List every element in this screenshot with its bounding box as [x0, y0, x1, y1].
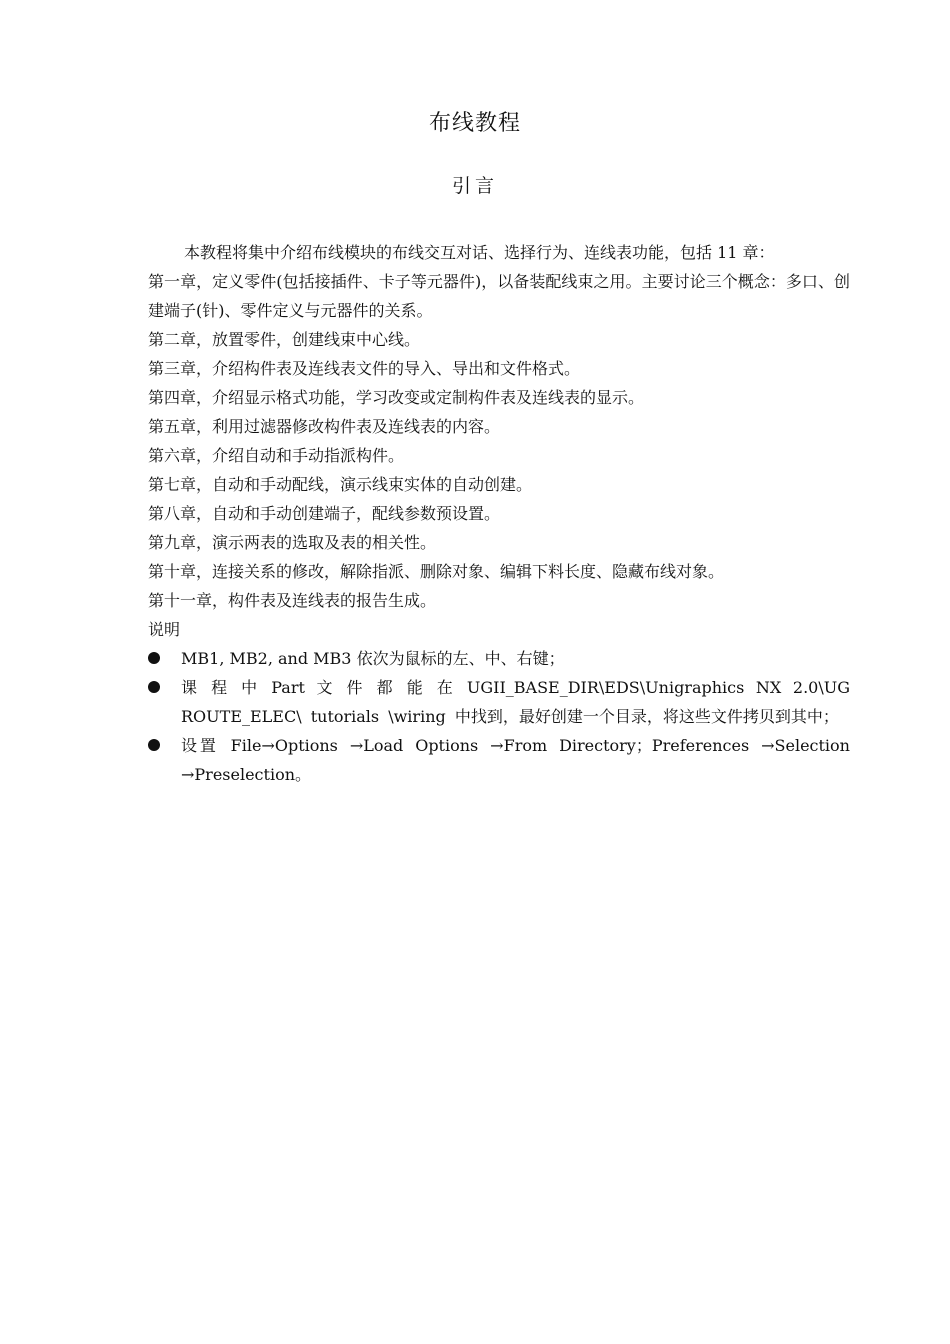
bullet-dot-icon	[148, 652, 160, 664]
note-item	[148, 731, 850, 789]
chapter-line-4: 第四章，介绍显示格式功能，学习改变或定制构件表及连线表的显示。	[148, 388, 645, 407]
intro-paragraph: 本教程将集中介绍布线模块的布线交互对话、选择行为、连线表功能，包括 11 章：	[184, 243, 775, 262]
chapter-line-2: 第二章，放置零件，创建线束中心线。	[148, 330, 421, 349]
note-text: 课 程 中 Part 文 件 都 能 在 UGII_BASE_DIR\EDS\Unigraphics NX 2.0\UG ROUTE_ELEC\ tutorials \wiring 中找到，最好创建一个目录，将这些文件拷贝到其中；	[181, 678, 850, 726]
chapter-line-1: 第一章，定义零件(包括接插件、卡子等元器件)，以备装配线束之用。主要讨论三个概念：多口、创建端子(针)、零件定义与元器件的关系。	[148, 272, 850, 320]
bullet-dot-icon	[148, 681, 160, 693]
chapter-line-10: 第十章，连接关系的修改，解除指派、删除对象、编辑下料长度、隐藏布线对象。	[148, 562, 725, 581]
section-heading-introduction: 引言	[451, 175, 498, 197]
note-item	[148, 673, 850, 731]
bullet-dot-icon	[148, 739, 160, 751]
chapter-line-8: 第八章，自动和手动创建端子，配线参数预设置。	[148, 504, 501, 523]
chapter-line-3: 第三章，介绍构件表及连线表文件的导入、导出和文件格式。	[148, 359, 581, 378]
chapter-line-6: 第六章，介绍自动和手动指派构件。	[148, 446, 405, 465]
document-title: 布线教程	[428, 111, 521, 136]
notes-heading: 说明	[148, 620, 181, 639]
note-text: 设置 File→Options →Load Options →From Directory；Preferences →Selection →Preselection。	[181, 736, 850, 784]
chapter-line-5: 第五章，利用过滤器修改构件表及连线表的内容。	[148, 417, 501, 436]
chapter-line-7: 第七章，自动和手动配线，演示线束实体的自动创建。	[148, 475, 533, 494]
note-text: MB1, MB2, and MB3 依次为鼠标的左、中、右键；	[181, 649, 565, 668]
chapter-line-11: 第十一章，构件表及连线表的报告生成。	[148, 591, 437, 610]
document-body	[148, 238, 850, 789]
chapter-line-9: 第九章，演示两表的选取及表的相关性。	[148, 533, 437, 552]
notes-list	[148, 644, 850, 789]
note-item	[148, 644, 850, 673]
